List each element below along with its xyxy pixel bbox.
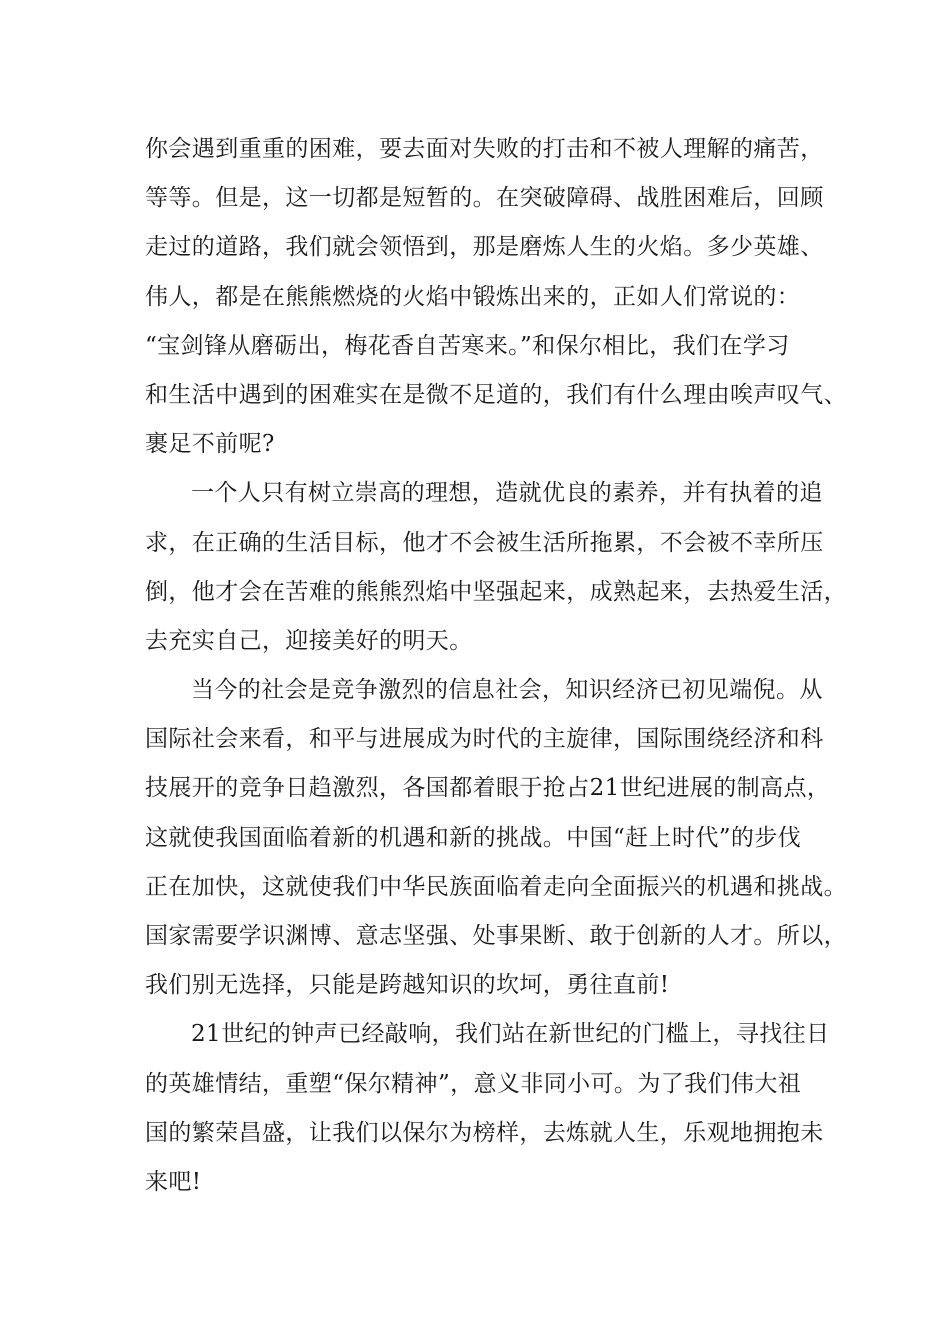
text-line: 来吧! bbox=[145, 1168, 202, 1195]
paragraph-first-line: 21世纪的钟声已经敲响，我们站在新世纪的门槛上，寻找往日 bbox=[191, 1021, 830, 1048]
text-line: 技展开的竞争日趋激烈，各国都着眼于抢占21世纪进展的制高点， bbox=[145, 775, 831, 802]
paragraph-first-line: 当今的社会是竞争激烈的信息社会，知识经济已初见端倪。从 bbox=[191, 677, 823, 704]
text-line: 等等。但是，这一切都是短暂的。在突破障碍、战胜困难后，回顾 bbox=[145, 185, 824, 212]
text-line: 这就使我国面临着新的机遇和新的挑战。中国“赶上时代”的步伐 bbox=[145, 824, 802, 851]
paragraph-first-line: 一个人只有树立崇高的理想，造就优良的素养，并有执着的追 bbox=[191, 480, 823, 507]
text-line: 裹足不前呢? bbox=[145, 431, 275, 458]
text-line: 倒，他才会在苦难的熊熊烈焰中坚强起来，成熟起来，去热爱生活， bbox=[145, 578, 847, 605]
text-line: 走过的道路，我们就会领悟到，那是磨炼人生的火焰。多少英雄、 bbox=[145, 234, 824, 261]
text-line: 你会遇到重重的困难，要去面对失败的打击和不被人理解的痛苦， bbox=[145, 136, 824, 162]
text-line: 的英雄情结，重塑“保尔精神”，意义非同小可。为了我们伟大祖 bbox=[145, 1070, 802, 1097]
text-line: 我们别无选择，只能是跨越知识的坎坷，勇往直前! bbox=[145, 972, 670, 999]
text-line: “宝剑锋从磨砺出，梅花香自苦寒来。”和保尔相比，我们在学习 bbox=[145, 332, 790, 359]
document-body bbox=[145, 125, 847, 1207]
text-line: 和生活中遇到的困难实在是微不足道的，我们有什么理由唉声叹气、 bbox=[145, 381, 847, 408]
text-line: 去充实自己，迎接美好的明天。 bbox=[145, 627, 473, 654]
text-line: 国家需要学识渊博、意志坚强、处事果断、敢于创新的人才。所以， bbox=[145, 923, 847, 949]
text-line: 伟人，都是在熊熊燃烧的火焰中锻炼出来的，正如人们常说的： bbox=[145, 283, 801, 310]
text-line: 国际社会来看，和平与进展成为时代的主旋律，国际围绕经济和科 bbox=[145, 726, 824, 753]
text-line: 求，在正确的生活目标，他才不会被生活所拖累，不会被不幸所压 bbox=[145, 529, 824, 556]
text-line: 正在加快，这就使我们中华民族面临着走向全面振兴的机遇和挑战。 bbox=[145, 873, 847, 900]
text-line: 国的繁荣昌盛，让我们以保尔为榜样，去炼就人生，乐观地拥抱未 bbox=[145, 1119, 824, 1146]
